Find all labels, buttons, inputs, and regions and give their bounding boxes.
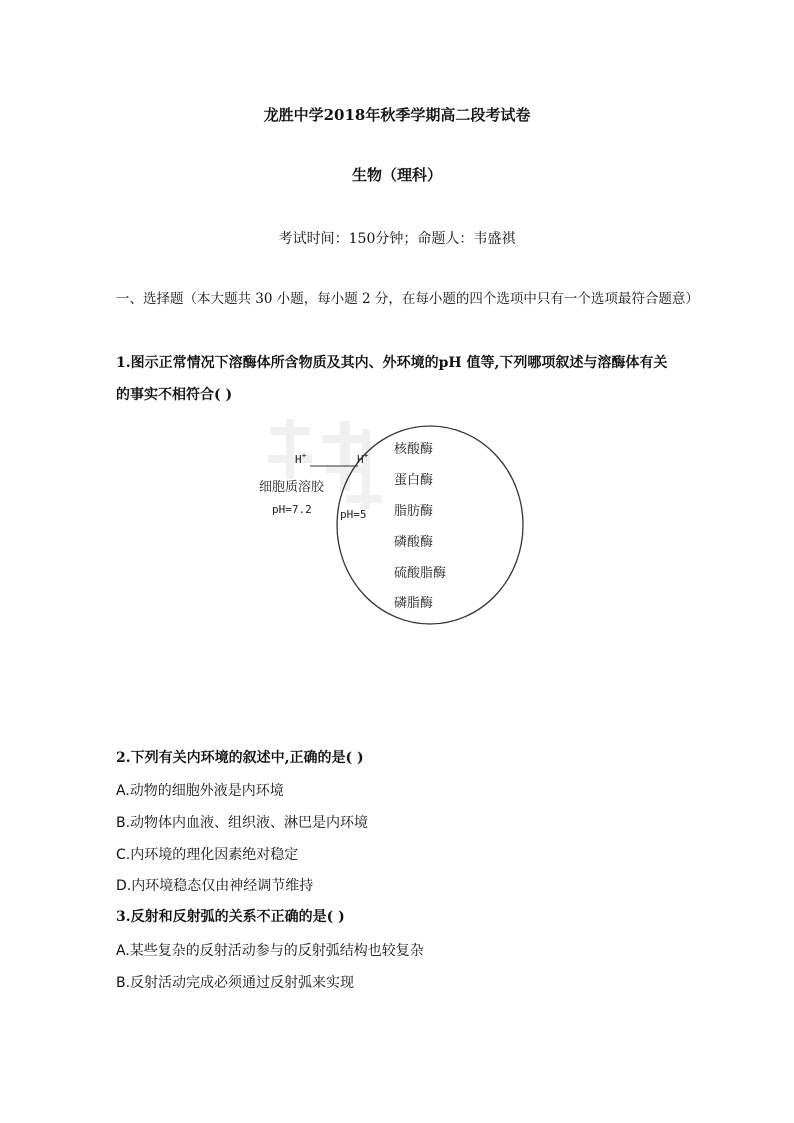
section-heading: 一、选择题（本大题共 30 小题，每小题 2 分，在每小题的四个选项中只有一个选项最符合题意） (116, 291, 699, 307)
enzyme-label: 蛋白酶 (394, 473, 434, 488)
question-3-option-b: B.反射活动完成必须通过反射弧来实现 (116, 975, 355, 991)
question-2-option-a: A.动物的细胞外液是内环境 (116, 783, 284, 799)
question-2-option-d: D.内环境稳态仅由神经调节维持 (116, 878, 314, 894)
enzyme-label: 核酸酶 (394, 442, 434, 457)
enzyme-label: 硫酸脂酶 (394, 566, 447, 581)
watermark (268, 419, 382, 509)
h-ion-outside: H+ (295, 451, 307, 466)
enzyme-label: 脂肪酶 (394, 504, 434, 519)
enzyme-label: 磷脂酶 (394, 596, 434, 611)
ph-outside: pH=7.2 (272, 503, 312, 516)
question-3-option-a: A.某些复杂的反射活动参与的反射弧结构也较复杂 (116, 943, 424, 959)
question-2-option-b: B.动物体内血液、组织液、淋巴是内环境 (116, 815, 369, 831)
enzyme-label: 磷酸酶 (394, 535, 434, 550)
question-1-stem: 1.图示正常情况下溶酶体所含物质及其内、外环境的pH 值等,下列哪项叙述与溶酶体有关的事实不相符合( ) (116, 355, 668, 403)
exam-title: 龙胜中学2018年秋季学期高二段考试卷 (263, 106, 531, 124)
question-2-option-c: C.内环境的理化因素绝对稳定 (116, 847, 299, 863)
lysosome-diagram (250, 415, 530, 630)
ph-inside: pH=5 (340, 508, 367, 521)
question-3-stem: 3.反射和反射弧的关系不正确的是( ) (116, 909, 345, 925)
subject-title: 生物（理科） (351, 166, 442, 184)
question-2-stem: 2.下列有关内环境的叙述中,正确的是( ) (116, 750, 364, 766)
h-ion-inside: H+ (357, 451, 369, 466)
exam-info: 考试时间：150分钟；命题人：韦盛祺 (278, 231, 516, 247)
cytosol-label: 细胞质溶胶 (259, 480, 325, 495)
